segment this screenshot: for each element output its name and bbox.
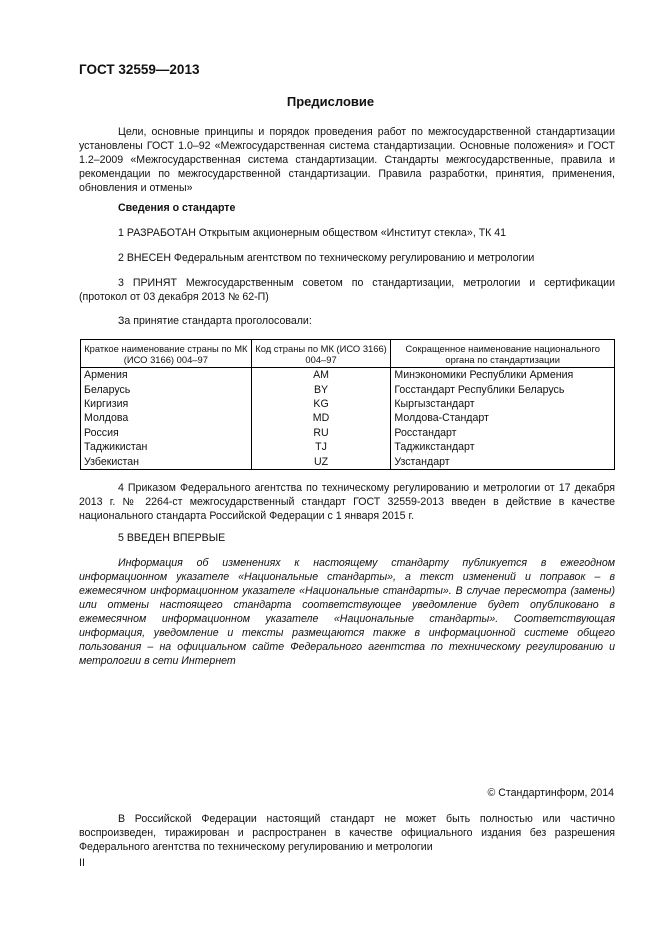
country-cell: Армения [81,368,252,383]
table-row [81,440,615,454]
body-cell: Госстандарт Республики Беларусь [391,382,615,396]
table-row [81,368,615,383]
code-cell: BY [251,382,391,396]
vote-intro: За принятие стандарта проголосовали: [118,315,312,327]
table-row [81,397,615,411]
body-cell: Кыргызстандарт [391,397,615,411]
section-heading: Сведения о стандарте [118,202,236,214]
column-header-body: Сокращенное наименование национального органа по стандартизации [391,340,615,368]
country-cell: Россия [81,426,252,440]
info-paragraph: Информация об изменениях к настоящему стандарту публикуется в ежегодном информационном указателе «Национальные стандарты», а текст изменений и поправок – в ежемесячном информационном указателе «Национальные стандарты». В случае пересмотра (замены) или отмены настоящего стандарта соответствующее уведомление будет опубликовано в ежемесячном информационном указателе «Национальные стандарты». Соответствующая информация, уведомление и тексты размещаются также в информационной системе общего пользования – на официальном сайте Федерального агентства по техническому регулированию и метрологии в сети Интернет [79,557,615,667]
item-5: 5 ВВЕДЕН ВПЕРВЫЕ [118,532,226,544]
item-4: 4 Приказом Федерального агентства по техническому регулированию и метрологии от 17 декабря 2013 г. № 2264-ст межгосударственный стандарт ГОСТ 32559-2013 введен в действие в качестве национального стандарта Российской Федерации с 1 января 2015 г. [79,482,615,522]
code-cell: KG [251,397,391,411]
voting-table [80,339,615,470]
item-2: 2 ВНЕСЕН Федеральным агентством по техническому регулированию и метрологии [118,252,535,264]
copyright: © Стандартинформ, 2014 [487,787,614,799]
page-title: Предисловие [286,94,375,109]
code-cell: RU [251,426,391,440]
item-1: 1 РАЗРАБОТАН Открытым акционерным обществом «Институт стекла», ТК 41 [118,227,507,239]
code-cell: AM [251,368,391,383]
item-3: 3 ПРИНЯТ Межгосударственным советом по стандартизации, метрологии и сертификации (протокол от 03 декабря 2013 № 62-П) [79,277,615,303]
body-cell: Росстандарт [391,426,615,440]
country-cell: Узбекистан [81,454,252,469]
column-header-country: Краткое наименование страны по МК (ИСО 3166) 004–97 [81,340,252,368]
country-cell: Беларусь [81,382,252,396]
body-cell: Молдова-Стандарт [391,411,615,425]
page-number: II [79,857,85,869]
body-cell: Минэкономики Республики Армения [391,368,615,383]
country-cell: Таджикистан [81,440,252,454]
country-cell: Молдова [81,411,252,425]
code-cell: TJ [251,440,391,454]
code-cell: UZ [251,454,391,469]
table-header-row [81,340,615,368]
table-row [81,426,615,440]
body-cell: Таджикстандарт [391,440,615,454]
rights-paragraph: В Российской Федерации настоящий стандарт не может быть полностью или частично воспроизведен, тиражирован и распространен в качестве официального издания без разрешения Федерального агентства по техническому регулированию и метрологии [79,813,615,853]
code-cell: MD [251,411,391,425]
country-cell: Киргизия [81,397,252,411]
table-row [81,411,615,425]
body-cell: Узстандарт [391,454,615,469]
intro-paragraph: Цели, основные принципы и порядок проведения работ по межгосударственной стандартизации установлены ГОСТ 1.0–92 «Межгосударственная система стандартизации. Основные положения» и ГОСТ 1.2–2009 «Межгосударственная система стандартизации. Стандарты межгосударственные, правила и рекомендации по межгосударственной стандартизации. Правила разработки, принятия, применения, обновления и отмены» [79,126,615,194]
document-header: ГОСТ 32559—2013 [79,62,200,77]
table-row [81,454,615,469]
column-header-code: Код страны по МК (ИСО 3166) 004–97 [251,340,391,368]
table-row [81,382,615,396]
